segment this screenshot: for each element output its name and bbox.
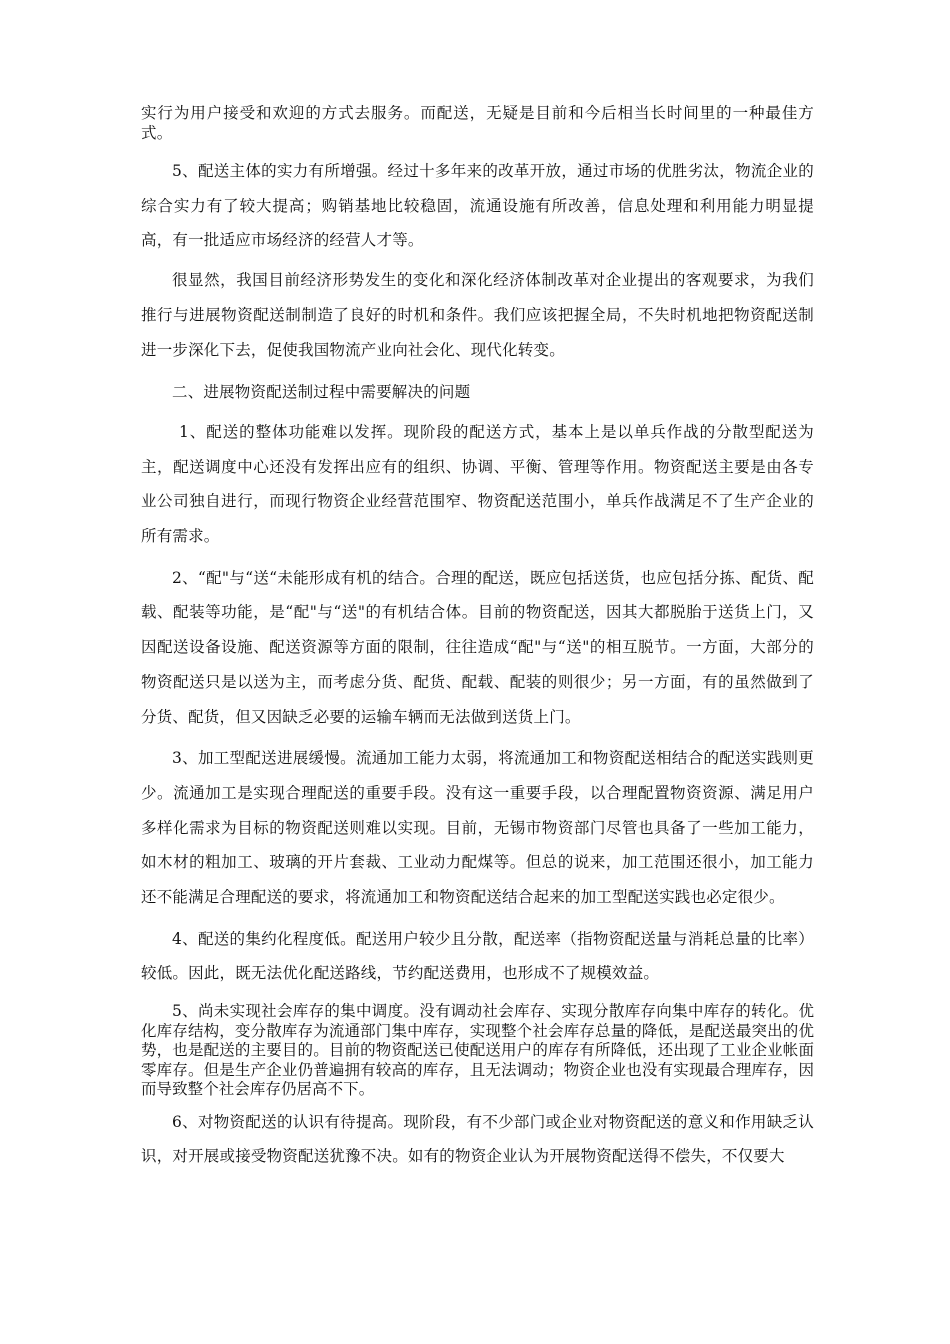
section-heading-2: 二、进展物资配送制过程中需要解决的问题 — [172, 383, 471, 402]
paragraph-problem-5: 5、尚未实现社会库存的集中调度。没有调动社会库存、实现分散库存向集中库存的转化。优化库存结构，变分散库存为流通部门集中库存，实现整个社会库存总量的降低，是配送最突出的优势，也是配送的主要目的。目前的物资配送已使配送用户的库存有所降低，还出现了工业企业帐面零库存。但是生产企业仍普遍拥有较高的库存，且无法调动；物资企业也没有实现最合理库存，因而导致整个社会库存仍居高不下。 — [141, 1002, 814, 1099]
paragraph-conclusion: 很显然，我国目前经济形势发生的变化和深化经济体制改革对企业提出的客观要求，为我们推行与进展物资配送制制造了良好的时机和条件。我们应该把握全局，不失时机地把物资配送制进一步深化下去，促使我国物流产业向社会化、现代化转变。 — [141, 271, 814, 359]
paragraph-problem-4: 4、配送的集约化程度低。配送用户较少且分散，配送率（指物资配送量与消耗总量的比率）较低。因此，既无法优化配送路线，节约配送费用，也形成不了规模效益。 — [141, 929, 814, 983]
paragraph-problem-1: 1、配送的整体功能难以发挥。现阶段的配送方式，基本上是以单兵作战的分散型配送为主，配送调度中心还没有发挥出应有的组织、协调、平衡、管理等作用。物资配送主要是由各专业公司独自进行，而现行物资企业经营范围窄、物资配送范围小，单兵作战满足不了生产企业的所有需求。 — [141, 422, 814, 546]
paragraph-problem-2: 2、“配"与“送“未能形成有机的结合。合理的配送，既应包括送货，也应包括分拣、配货、配载、配装等功能，是“配"与“送"的有机结合体。目前的物资配送，因其大都脱胎于送货上门，又因配送设备设施、配送资源等方面的限制，往往造成“配"与“送"的相互脱节。一方面，大部分的物资配送只是以送为主，而考虑分货、配货、配载、配装的则很少；另一方面，有的虽然做到了分货、配货，但又因缺乏必要的运输车辆而无法做到送货上门。 — [141, 568, 814, 726]
paragraph-continuation: 实行为用户接受和欢迎的方式去服务。而配送，无疑是目前和今后相当长时间里的一种最佳方式。 — [141, 104, 814, 142]
paragraph-problem-3: 3、加工型配送进展缓慢。流通加工能力太弱，将流通加工和物资配送相结合的配送实践则更少。流通加工是实现合理配送的重要手段。没有这一重要手段，以合理配置物资资源、满足用户多样化需求为目标的物资配送则难以实现。目前，无锡市物资部门尽管也具备了一些加工能力，如木材的粗加工、玻璃的开片套裁、工业动力配煤等。但总的说来，加工范围还很小，加工能力还不能满足合理配送的要求，将流通加工和物资配送结合起来的加工型配送实践也必定很少。 — [141, 749, 814, 907]
document-page — [141, 103, 814, 1174]
paragraph-point-5-strength: 5、配送主体的实力有所增强。经过十多年来的改革开放，通过市场的优胜劣汰，物流企业的综合实力有了较大提高；购销基地比较稳固，流通设施有所改善，信息处理和利用能力明显提高，有一批适应市场经济的经营人才等。 — [141, 162, 814, 250]
paragraph-problem-6: 6、对物资配送的认识有待提高。现阶段，有不少部门或企业对物资配送的意义和作用缺乏认识，对开展或接受物资配送犹豫不决。如有的物资企业认为开展物资配送得不偿失，不仅要大 — [141, 1112, 814, 1166]
